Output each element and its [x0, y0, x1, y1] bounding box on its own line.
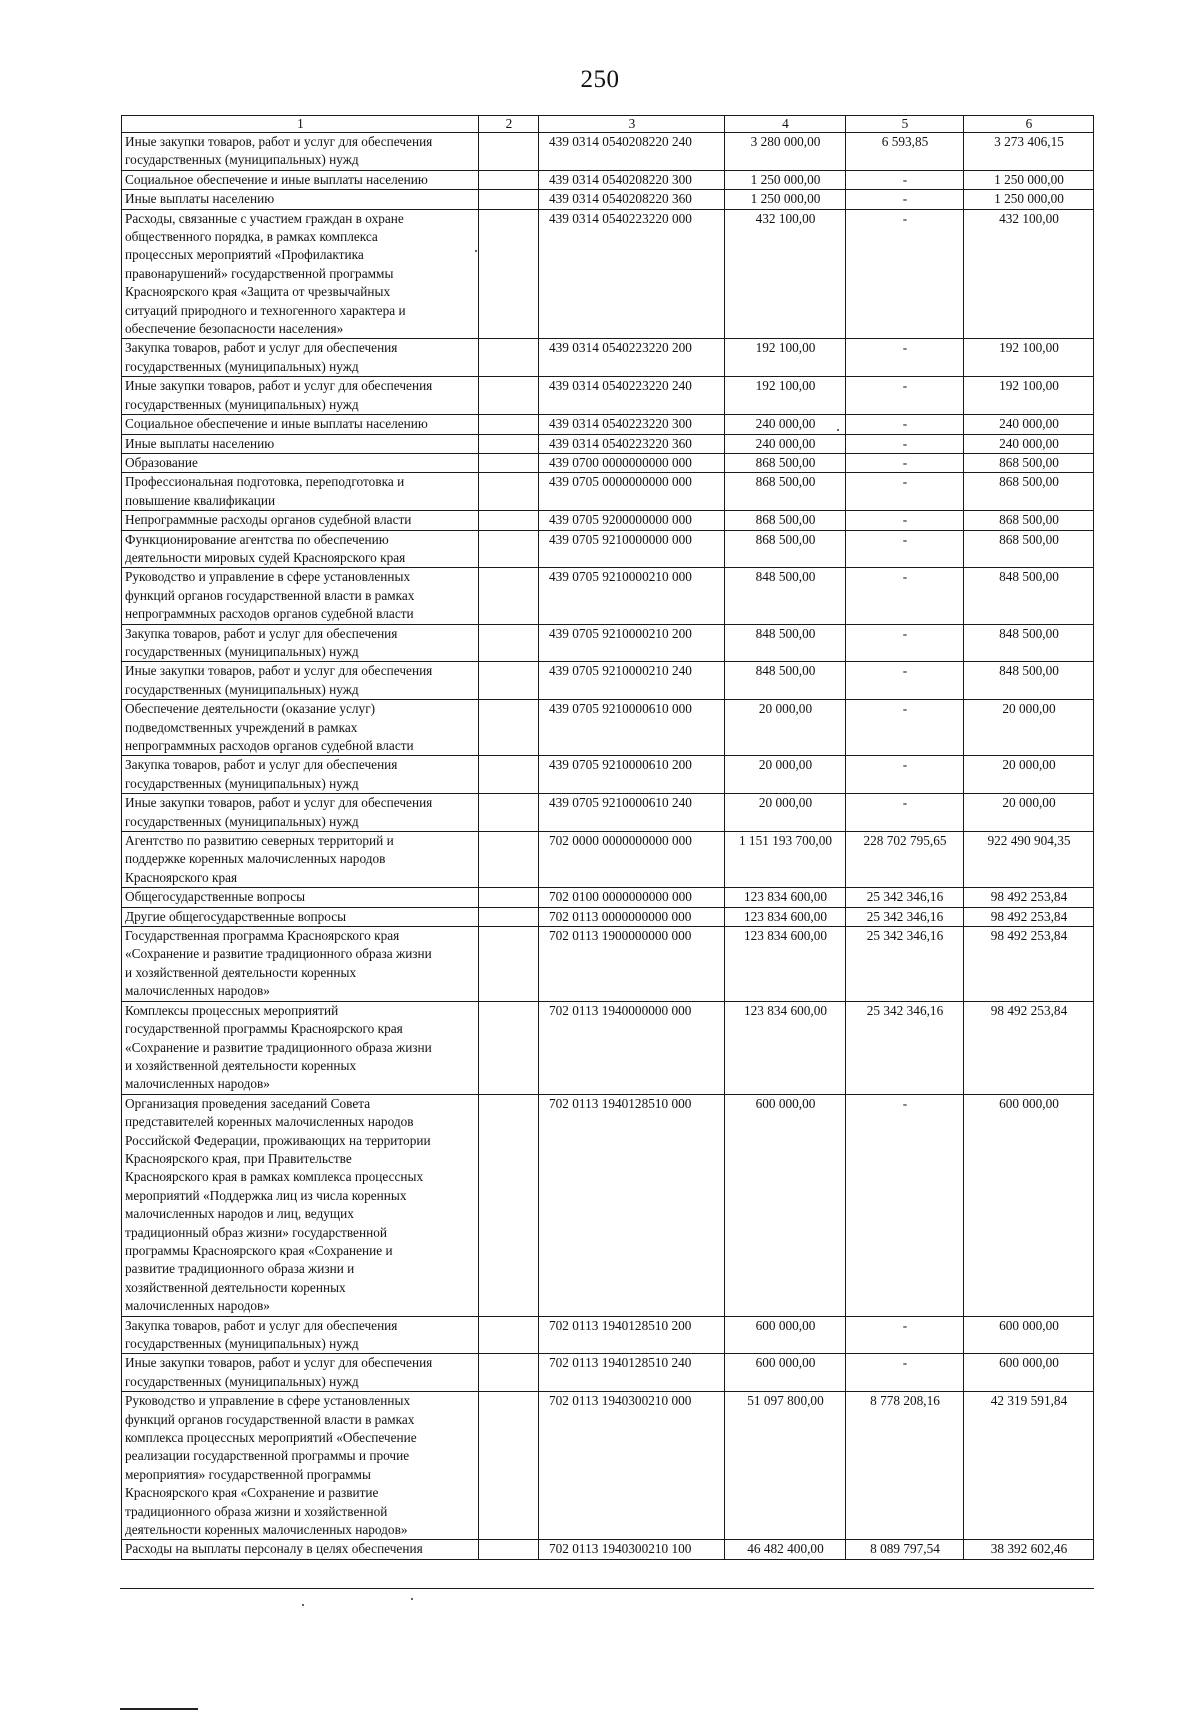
row-name-cell: Государственная программа Красноярского края «Сохранение и развитие традиционного образа жизни и хозяйственной деятельности коренных малочисленных народов»	[122, 927, 479, 1002]
scan-speck	[411, 1598, 413, 1600]
row-col2-cell	[479, 1392, 539, 1540]
row-col2-cell	[479, 794, 539, 832]
row-executed-cell: -	[846, 377, 964, 415]
row-planned-cell: 20 000,00	[725, 756, 846, 794]
row-name-cell: Профессиональная подготовка, переподготовка и повышение квалификации	[122, 473, 479, 511]
row-code-cell: 702 0113 0000000000 000	[539, 907, 725, 926]
scan-speck	[302, 1604, 304, 1606]
row-remaining-cell: 600 000,00	[964, 1354, 1094, 1392]
row-planned-cell: 432 100,00	[725, 209, 846, 339]
row-name-cell: Закупка товаров, работ и услуг для обеспечения государственных (муниципальных) нужд	[122, 339, 479, 377]
row-name-cell: Закупка товаров, работ и услуг для обеспечения государственных (муниципальных) нужд	[122, 1316, 479, 1354]
row-col2-cell	[479, 756, 539, 794]
row-remaining-cell: 600 000,00	[964, 1094, 1094, 1316]
table-row	[122, 1001, 1094, 1094]
row-col2-cell	[479, 1094, 539, 1316]
row-name-cell: Образование	[122, 453, 479, 472]
row-remaining-cell: 192 100,00	[964, 339, 1094, 377]
row-code-cell: 439 0314 0540208220 360	[539, 190, 725, 209]
row-executed-cell: 25 342 346,16	[846, 927, 964, 1002]
row-remaining-cell: 240 000,00	[964, 415, 1094, 434]
row-name-cell: Организация проведения заседаний Совета представителей коренных малочисленных народов Российской Федерации, проживающих на территории Красноярского края, при Правительстве Красноярского края в рамках комплекса процессных мероприятий «Поддержка лиц из числа коренных малочисленных народов и лиц, ведущих традиционный образ жизни» государственной программы Красноярского края «Сохранение и развитие традиционного образа жизни и хозяйственной деятельности коренных малочисленных народов»	[122, 1094, 479, 1316]
row-col2-cell	[479, 568, 539, 624]
row-executed-cell: 6 593,85	[846, 133, 964, 171]
row-remaining-cell: 192 100,00	[964, 377, 1094, 415]
table-row	[122, 209, 1094, 339]
row-col2-cell	[479, 133, 539, 171]
row-executed-cell: 228 702 795,65	[846, 832, 964, 888]
row-remaining-cell: 1 250 000,00	[964, 190, 1094, 209]
row-executed-cell: -	[846, 511, 964, 530]
table-row	[122, 170, 1094, 189]
row-col2-cell	[479, 1354, 539, 1392]
row-name-cell: Руководство и управление в сфере установленных функций органов государственной власти в рамках комплекса процессных мероприятий «Обеспечение реализации государственной программы и прочие мероприятия» государственной программы Красноярского края «Сохранение и развитие традиционного образа жизни и хозяйственной деятельности коренных малочисленных народов»	[122, 1392, 479, 1540]
row-planned-cell: 868 500,00	[725, 530, 846, 568]
row-col2-cell	[479, 434, 539, 453]
row-executed-cell: -	[846, 1354, 964, 1392]
table-row	[122, 190, 1094, 209]
row-code-cell: 439 0705 9210000210 240	[539, 662, 725, 700]
row-remaining-cell: 600 000,00	[964, 1316, 1094, 1354]
row-planned-cell: 123 834 600,00	[725, 907, 846, 926]
row-remaining-cell: 240 000,00	[964, 434, 1094, 453]
row-code-cell: 702 0113 1940128510 240	[539, 1354, 725, 1392]
row-executed-cell: -	[846, 473, 964, 511]
row-planned-cell: 46 482 400,00	[725, 1540, 846, 1559]
row-col2-cell	[479, 209, 539, 339]
row-col2-cell	[479, 511, 539, 530]
row-col2-cell	[479, 888, 539, 907]
row-name-cell: Закупка товаров, работ и услуг для обеспечения государственных (муниципальных) нужд	[122, 756, 479, 794]
row-name-cell: Социальное обеспечение и иные выплаты населению	[122, 415, 479, 434]
row-planned-cell: 123 834 600,00	[725, 1001, 846, 1094]
row-planned-cell: 123 834 600,00	[725, 888, 846, 907]
table-row	[122, 888, 1094, 907]
row-planned-cell: 123 834 600,00	[725, 927, 846, 1002]
table-row	[122, 568, 1094, 624]
table-header-row	[122, 116, 1094, 133]
row-code-cell: 702 0113 1900000000 000	[539, 927, 725, 1002]
row-planned-cell: 192 100,00	[725, 377, 846, 415]
row-executed-cell: -	[846, 568, 964, 624]
row-col2-cell	[479, 190, 539, 209]
table-body	[122, 116, 1094, 1560]
table-row	[122, 794, 1094, 832]
row-executed-cell: -	[846, 190, 964, 209]
row-name-cell: Социальное обеспечение и иные выплаты населению	[122, 170, 479, 189]
row-name-cell: Закупка товаров, работ и услуг для обеспечения государственных (муниципальных) нужд	[122, 624, 479, 662]
row-col2-cell	[479, 170, 539, 189]
table-row	[122, 453, 1094, 472]
column-header: 6	[964, 116, 1094, 133]
row-executed-cell: -	[846, 756, 964, 794]
table-row	[122, 1354, 1094, 1392]
row-code-cell: 439 0314 0540223220 000	[539, 209, 725, 339]
row-executed-cell: -	[846, 434, 964, 453]
row-planned-cell: 1 151 193 700,00	[725, 832, 846, 888]
column-header: 2	[479, 116, 539, 133]
row-name-cell: Иные закупки товаров, работ и услуг для обеспечения государственных (муниципальных) нужд	[122, 133, 479, 171]
row-col2-cell	[479, 907, 539, 926]
row-planned-cell: 240 000,00	[725, 434, 846, 453]
row-name-cell: Иные выплаты населению	[122, 190, 479, 209]
row-col2-cell	[479, 415, 539, 434]
row-executed-cell: -	[846, 415, 964, 434]
row-name-cell: Иные закупки товаров, работ и услуг для обеспечения государственных (муниципальных) нужд	[122, 662, 479, 700]
row-code-cell: 439 0314 0540223220 240	[539, 377, 725, 415]
row-name-cell: Комплексы процессных мероприятий государственной программы Красноярского края «Сохранение и развитие традиционного образа жизни и хозяйственной деятельности коренных малочисленных народов»	[122, 1001, 479, 1094]
table-row	[122, 1316, 1094, 1354]
row-col2-cell	[479, 662, 539, 700]
row-remaining-cell: 848 500,00	[964, 662, 1094, 700]
row-col2-cell	[479, 1001, 539, 1094]
row-remaining-cell: 98 492 253,84	[964, 907, 1094, 926]
table-row	[122, 1094, 1094, 1316]
table-row	[122, 434, 1094, 453]
row-name-cell: Иные закупки товаров, работ и услуг для обеспечения государственных (муниципальных) нужд	[122, 794, 479, 832]
column-header: 5	[846, 116, 964, 133]
row-executed-cell: -	[846, 1316, 964, 1354]
table-row	[122, 756, 1094, 794]
row-planned-cell: 848 500,00	[725, 624, 846, 662]
row-executed-cell: -	[846, 209, 964, 339]
row-name-cell: Расходы, связанные с участием граждан в охране общественного порядка, в рамках комплекса процессных мероприятий «Профилактика правонарушений» государственной программы Красноярского края «Защита от чрезвычайных ситуаций природного и техногенного характера и обеспечение безопасности населения»	[122, 209, 479, 339]
table-row	[122, 1392, 1094, 1540]
row-remaining-cell: 38 392 602,46	[964, 1540, 1094, 1559]
row-remaining-cell: 20 000,00	[964, 794, 1094, 832]
row-name-cell: Иные закупки товаров, работ и услуг для обеспечения государственных (муниципальных) нужд	[122, 377, 479, 415]
row-remaining-cell: 432 100,00	[964, 209, 1094, 339]
row-planned-cell: 600 000,00	[725, 1316, 846, 1354]
row-col2-cell	[479, 1540, 539, 1559]
table-row	[122, 377, 1094, 415]
row-name-cell: Непрограммные расходы органов судебной власти	[122, 511, 479, 530]
row-col2-cell	[479, 453, 539, 472]
row-executed-cell: -	[846, 1094, 964, 1316]
column-header: 4	[725, 116, 846, 133]
page-number: 250	[580, 66, 620, 93]
column-header: 1	[122, 116, 479, 133]
row-planned-cell: 868 500,00	[725, 511, 846, 530]
row-remaining-cell: 20 000,00	[964, 700, 1094, 756]
table-row	[122, 907, 1094, 926]
row-code-cell: 702 0113 1940128510 000	[539, 1094, 725, 1316]
row-remaining-cell: 20 000,00	[964, 756, 1094, 794]
row-executed-cell: -	[846, 453, 964, 472]
row-code-cell: 702 0113 1940128510 200	[539, 1316, 725, 1354]
bottom-divider	[120, 1588, 1094, 1589]
row-col2-cell	[479, 832, 539, 888]
row-executed-cell: -	[846, 700, 964, 756]
row-code-cell: 702 0113 1940300210 000	[539, 1392, 725, 1540]
table-row	[122, 832, 1094, 888]
table-row	[122, 473, 1094, 511]
row-planned-cell: 600 000,00	[725, 1094, 846, 1316]
row-remaining-cell: 922 490 904,35	[964, 832, 1094, 888]
row-code-cell: 439 0705 0000000000 000	[539, 473, 725, 511]
row-code-cell: 439 0705 9200000000 000	[539, 511, 725, 530]
row-code-cell: 439 0705 9210000000 000	[539, 530, 725, 568]
row-planned-cell: 1 250 000,00	[725, 170, 846, 189]
row-planned-cell: 1 250 000,00	[725, 190, 846, 209]
row-remaining-cell: 848 500,00	[964, 624, 1094, 662]
row-executed-cell: 25 342 346,16	[846, 907, 964, 926]
table-row	[122, 133, 1094, 171]
table-row	[122, 927, 1094, 1002]
column-header: 3	[539, 116, 725, 133]
row-code-cell: 439 0314 0540223220 200	[539, 339, 725, 377]
row-remaining-cell: 98 492 253,84	[964, 888, 1094, 907]
row-planned-cell: 3 280 000,00	[725, 133, 846, 171]
row-remaining-cell: 868 500,00	[964, 530, 1094, 568]
table-row	[122, 700, 1094, 756]
row-code-cell: 702 0000 0000000000 000	[539, 832, 725, 888]
row-col2-cell	[479, 624, 539, 662]
row-code-cell: 439 0705 9210000610 200	[539, 756, 725, 794]
row-remaining-cell: 98 492 253,84	[964, 1001, 1094, 1094]
row-planned-cell: 848 500,00	[725, 662, 846, 700]
row-remaining-cell: 98 492 253,84	[964, 927, 1094, 1002]
row-name-cell: Другие общегосударственные вопросы	[122, 907, 479, 926]
row-executed-cell: -	[846, 794, 964, 832]
table-row	[122, 624, 1094, 662]
row-remaining-cell: 1 250 000,00	[964, 170, 1094, 189]
row-code-cell: 439 0314 0540208220 300	[539, 170, 725, 189]
row-executed-cell: -	[846, 530, 964, 568]
row-code-cell: 702 0113 1940000000 000	[539, 1001, 725, 1094]
table-row	[122, 530, 1094, 568]
row-name-cell: Иные выплаты населению	[122, 434, 479, 453]
row-col2-cell	[479, 377, 539, 415]
row-executed-cell: -	[846, 339, 964, 377]
row-planned-cell: 192 100,00	[725, 339, 846, 377]
scan-speck	[837, 429, 839, 431]
row-code-cell: 702 0100 0000000000 000	[539, 888, 725, 907]
table-row	[122, 415, 1094, 434]
row-code-cell: 439 0705 9210000610 240	[539, 794, 725, 832]
row-code-cell: 439 0705 9210000210 000	[539, 568, 725, 624]
row-code-cell: 702 0113 1940300210 100	[539, 1540, 725, 1559]
row-planned-cell: 51 097 800,00	[725, 1392, 846, 1540]
row-code-cell: 439 0314 0540223220 360	[539, 434, 725, 453]
row-name-cell: Функционирование агентства по обеспечению деятельности мировых судей Красноярского края	[122, 530, 479, 568]
row-col2-cell	[479, 339, 539, 377]
row-remaining-cell: 848 500,00	[964, 568, 1094, 624]
table-row	[122, 1540, 1094, 1559]
row-planned-cell: 848 500,00	[725, 568, 846, 624]
row-col2-cell	[479, 473, 539, 511]
row-remaining-cell: 868 500,00	[964, 511, 1094, 530]
row-remaining-cell: 868 500,00	[964, 473, 1094, 511]
row-col2-cell	[479, 1316, 539, 1354]
row-planned-cell: 20 000,00	[725, 700, 846, 756]
row-code-cell: 439 0700 0000000000 000	[539, 453, 725, 472]
budget-table	[121, 115, 1094, 1560]
row-planned-cell: 600 000,00	[725, 1354, 846, 1392]
row-remaining-cell: 42 319 591,84	[964, 1392, 1094, 1540]
row-name-cell: Общегосударственные вопросы	[122, 888, 479, 907]
scan-edge-mark	[120, 1708, 198, 1710]
row-planned-cell: 20 000,00	[725, 794, 846, 832]
row-name-cell: Расходы на выплаты персоналу в целях обеспечения	[122, 1540, 479, 1559]
row-code-cell: 439 0705 9210000610 000	[539, 700, 725, 756]
row-planned-cell: 868 500,00	[725, 453, 846, 472]
row-remaining-cell: 868 500,00	[964, 453, 1094, 472]
row-col2-cell	[479, 530, 539, 568]
row-executed-cell: -	[846, 170, 964, 189]
row-name-cell: Агентство по развитию северных территорий и поддержке коренных малочисленных народов Красноярского края	[122, 832, 479, 888]
row-remaining-cell: 3 273 406,15	[964, 133, 1094, 171]
row-planned-cell: 868 500,00	[725, 473, 846, 511]
row-name-cell: Руководство и управление в сфере установленных функций органов государственной власти в рамках непрограммных расходов органов судебной власти	[122, 568, 479, 624]
row-executed-cell: -	[846, 624, 964, 662]
row-code-cell: 439 0314 0540223220 300	[539, 415, 725, 434]
scan-speck	[475, 250, 477, 252]
row-name-cell: Обеспечение деятельности (оказание услуг) подведомственных учреждений в рамках непрограммных расходов органов судебной власти	[122, 700, 479, 756]
row-executed-cell: 8 089 797,54	[846, 1540, 964, 1559]
row-code-cell: 439 0705 9210000210 200	[539, 624, 725, 662]
row-name-cell: Иные закупки товаров, работ и услуг для обеспечения государственных (муниципальных) нужд	[122, 1354, 479, 1392]
table-row	[122, 662, 1094, 700]
table-row	[122, 511, 1094, 530]
row-executed-cell: -	[846, 662, 964, 700]
row-code-cell: 439 0314 0540208220 240	[539, 133, 725, 171]
row-executed-cell: 8 778 208,16	[846, 1392, 964, 1540]
row-executed-cell: 25 342 346,16	[846, 888, 964, 907]
table-row	[122, 339, 1094, 377]
row-col2-cell	[479, 700, 539, 756]
row-executed-cell: 25 342 346,16	[846, 1001, 964, 1094]
row-col2-cell	[479, 927, 539, 1002]
row-planned-cell: 240 000,00	[725, 415, 846, 434]
